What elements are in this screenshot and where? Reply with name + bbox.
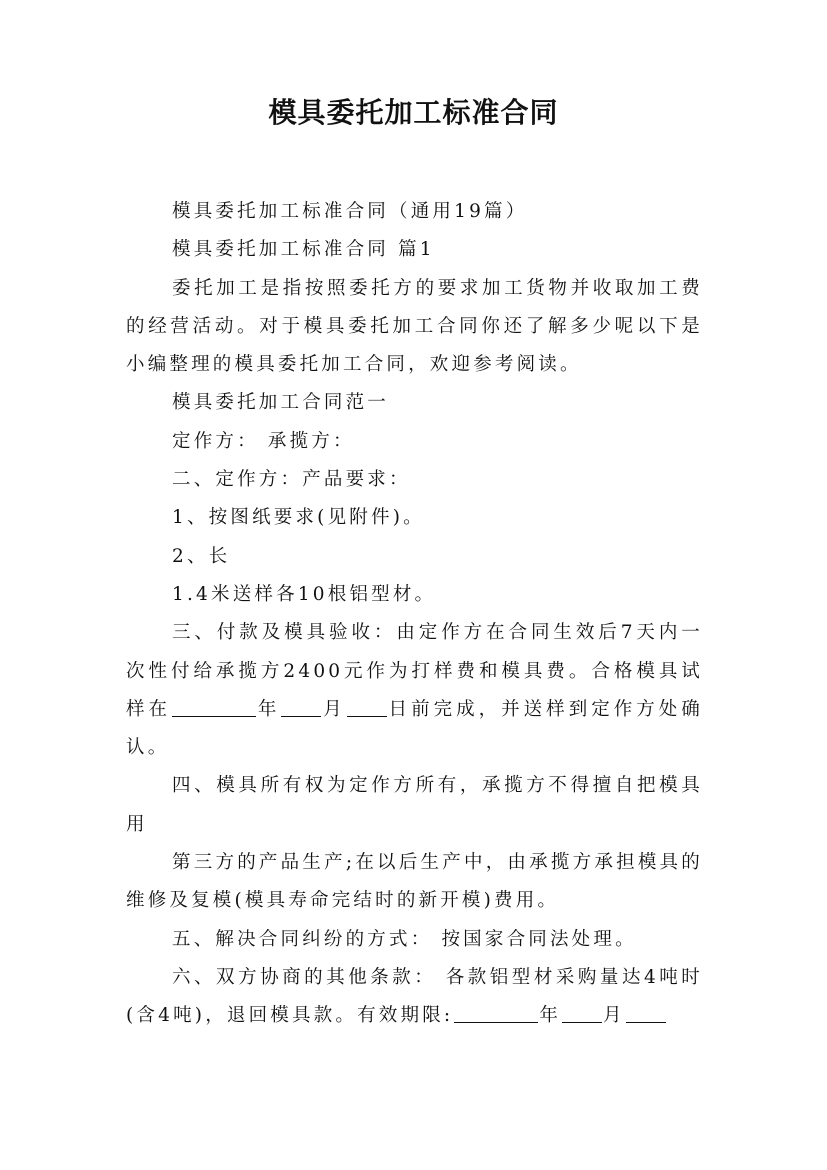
paragraph-parties: 定作方： 承揽方： <box>172 430 355 452</box>
paragraph-clause-6 <box>126 959 703 1036</box>
paragraph-subtitle: 模具委托加工标准合同（通用19篇） <box>172 201 528 222</box>
paragraph-clause-4: 四、模具所有权为定作方所有，承揽方不得擅自把模具用 <box>126 775 703 835</box>
blank-year-field <box>172 698 256 717</box>
paragraph-clause-5: 五、解决合同纠纷的方式： 按国家合同法处理。 <box>172 928 637 950</box>
year-label: 年 <box>539 1005 562 1027</box>
blank-day-field <box>626 1004 666 1023</box>
month-label: 月 <box>322 698 346 720</box>
paragraph-clause-2: 二、定作方：产品要求： <box>172 469 411 491</box>
paragraph-clause-2-item-1: 1、按图纸要求(见附件)。 <box>172 507 425 529</box>
blank-day-field <box>347 698 387 717</box>
clause-3-text-end: 日前完成，并送样到定作方处确认。 <box>126 698 703 759</box>
paragraph-section-heading: 模具委托加工标准合同 篇1 <box>172 239 435 261</box>
year-label: 年 <box>257 698 281 720</box>
paragraph-clause-3 <box>126 614 703 767</box>
blank-month-field <box>281 698 321 717</box>
month-label: 月 <box>603 1005 625 1027</box>
paragraph-intro: 委托加工是指按照委托方的要求加工货物并收取加工费的经营活动。对于模具委托加工合同你还了解多少呢以下是小编整理的模具委托加工合同，欢迎参考阅读。 <box>126 277 703 376</box>
paragraph-clause-4-cont: 第三方的产品生产;在以后生产中，由承揽方承担模具的维修及复模(模具寿命完结时的新开模)费用。 <box>126 852 703 912</box>
clause-3-text: 三、付款及模具验收：由定作方在合同生效后7天内一次性付给承揽方2400元作为打样费和模具费。合格模具试样在 <box>126 622 703 720</box>
blank-month-field <box>562 1004 602 1023</box>
document-title: 模具委托加工标准合同 <box>268 96 559 129</box>
clause-6-text: 六、双方协商的其他条款： 各款铝型材采购量达4吨时(含4吨)，退回模具款。有效期限: <box>126 966 703 1027</box>
blank-year-field <box>454 1004 538 1023</box>
paragraph-clause-2-item-2: 2、长 <box>172 545 231 567</box>
document-body <box>126 193 703 1036</box>
paragraph-clause-2-item-2-cont: 1.4米送样各10根铝型材。 <box>172 583 437 605</box>
paragraph-contract-heading: 模具委托加工合同范一 <box>172 392 390 414</box>
